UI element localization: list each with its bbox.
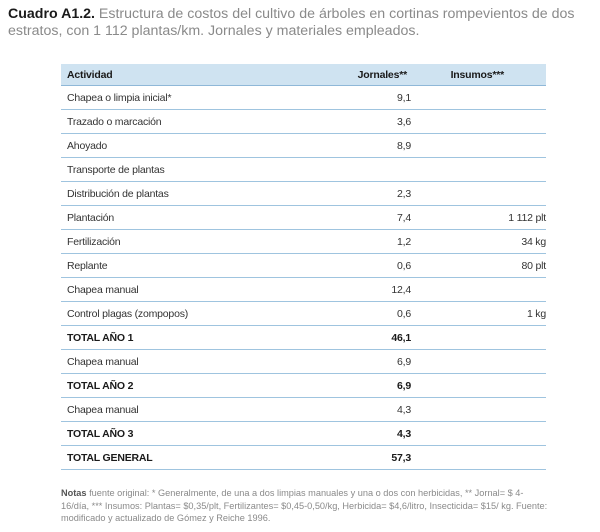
cell-insumos <box>411 326 546 350</box>
cell-jornales <box>257 374 411 398</box>
cell-actividad: TOTAL AÑO 3 <box>61 422 257 446</box>
cell-actividad: Ahoyado <box>61 134 257 158</box>
cell-actividad: TOTAL AÑO 2 <box>61 374 257 398</box>
cell-insumos-value: 34 kg <box>521 235 546 248</box>
cell-jornales <box>257 158 411 182</box>
table-row <box>61 398 546 422</box>
cell-jornales <box>257 302 411 326</box>
table-caption <box>8 6 594 40</box>
cell-actividad: Chapea manual <box>61 278 257 302</box>
cell-jornales-value: 7,4 <box>397 211 411 224</box>
table-row <box>61 326 546 350</box>
table-notes <box>61 487 551 525</box>
caption-text: Estructura de costos del cultivo de árboles en cortinas rompevientos de dos estratos, con 1 112 plantas/km. Jornales y materiales empleados. <box>8 6 575 39</box>
cell-actividad: Fertilización <box>61 230 257 254</box>
cell-insumos <box>411 254 546 278</box>
cell-actividad: Distribución de plantas <box>61 182 257 206</box>
table-row <box>61 302 546 326</box>
cell-jornales <box>257 110 411 134</box>
table-row <box>61 230 546 254</box>
cell-insumos <box>411 302 546 326</box>
cell-actividad: Chapea o limpia inicial* <box>61 86 257 110</box>
cell-jornales <box>257 398 411 422</box>
cell-jornales <box>257 86 411 110</box>
cell-jornales <box>257 182 411 206</box>
cell-insumos <box>411 350 546 374</box>
header-insumos-label: Insumos*** <box>450 68 504 81</box>
cell-jornales <box>257 446 411 470</box>
cell-jornales-value: 8,9 <box>397 139 411 152</box>
notes-label: Notas <box>61 488 87 498</box>
table-row <box>61 206 546 230</box>
cell-jornales-value: 1,2 <box>397 235 411 248</box>
table-body <box>61 86 546 470</box>
cell-actividad: Plantación <box>61 206 257 230</box>
cell-jornales-value: 46,1 <box>391 331 411 344</box>
cell-insumos <box>411 446 546 470</box>
table-row <box>61 350 546 374</box>
table-row <box>61 446 546 470</box>
cell-actividad: TOTAL GENERAL <box>61 446 257 470</box>
table-row <box>61 134 546 158</box>
table-row <box>61 374 546 398</box>
cell-insumos <box>411 278 546 302</box>
cell-jornales <box>257 422 411 446</box>
table-row <box>61 110 546 134</box>
cell-actividad: Replante <box>61 254 257 278</box>
cell-actividad: Trazado o marcación <box>61 110 257 134</box>
cell-jornales-value: 3,6 <box>397 115 411 128</box>
cell-jornales-value: 0,6 <box>397 307 411 320</box>
header-jornales <box>257 64 411 86</box>
cell-jornales-value: 4,3 <box>397 427 411 440</box>
notes-text: fuente original: * Generalmente, de una a dos limpias manuales y una o dos con herbicidas, ** Jornal= $ 4-16/día, *** Insumos: Plantas= $0,35/plt, Fertilizantes= $0,45-0,50/kg, Herbicida= $4,6/litro, Insecticida= $15/ kg. Fuente: modificado y actualizado de Gómez y Reiche 1996. <box>61 488 548 523</box>
cell-actividad: Transporte de plantas <box>61 158 257 182</box>
cell-jornales-value: 12,4 <box>391 283 411 296</box>
table-row <box>61 278 546 302</box>
table-row <box>61 182 546 206</box>
cell-actividad: Control plagas (zompopos) <box>61 302 257 326</box>
cell-insumos <box>411 134 546 158</box>
cell-jornales-value: 6,9 <box>397 355 411 368</box>
cell-jornales-value: 2,3 <box>397 187 411 200</box>
cell-actividad: Chapea manual <box>61 350 257 374</box>
cell-jornales <box>257 326 411 350</box>
table-header-row <box>61 64 546 86</box>
cell-jornales-value: 57,3 <box>391 451 411 464</box>
header-insumos <box>411 64 546 86</box>
cell-insumos <box>411 230 546 254</box>
cell-jornales <box>257 350 411 374</box>
cell-actividad: TOTAL AÑO 1 <box>61 326 257 350</box>
cell-jornales-value: 9,1 <box>397 91 411 104</box>
cell-jornales <box>257 254 411 278</box>
cell-insumos <box>411 182 546 206</box>
cell-jornales-value: 6,9 <box>397 379 411 392</box>
cell-jornales <box>257 230 411 254</box>
cell-jornales <box>257 278 411 302</box>
cell-insumos-value: 1 112 plt <box>508 211 546 224</box>
cell-jornales <box>257 206 411 230</box>
header-actividad: Actividad <box>61 64 257 86</box>
table-row <box>61 422 546 446</box>
cell-insumos <box>411 374 546 398</box>
cell-insumos <box>411 110 546 134</box>
cell-insumos <box>411 422 546 446</box>
cell-jornales-value: 0,6 <box>397 259 411 272</box>
header-jornales-label: Jornales** <box>357 68 407 81</box>
table-row <box>61 158 546 182</box>
cell-jornales-value: 4,3 <box>397 403 411 416</box>
cell-insumos-value: 1 kg <box>526 307 546 320</box>
cell-insumos <box>411 398 546 422</box>
cost-table <box>61 64 546 470</box>
cell-jornales <box>257 134 411 158</box>
cell-insumos <box>411 206 546 230</box>
cell-actividad: Chapea manual <box>61 398 257 422</box>
cell-insumos-value: 80 plt <box>521 259 546 272</box>
cell-insumos <box>411 158 546 182</box>
table-row <box>61 254 546 278</box>
caption-label: Cuadro A1.2. <box>8 6 95 22</box>
cell-insumos <box>411 86 546 110</box>
table-row <box>61 86 546 110</box>
